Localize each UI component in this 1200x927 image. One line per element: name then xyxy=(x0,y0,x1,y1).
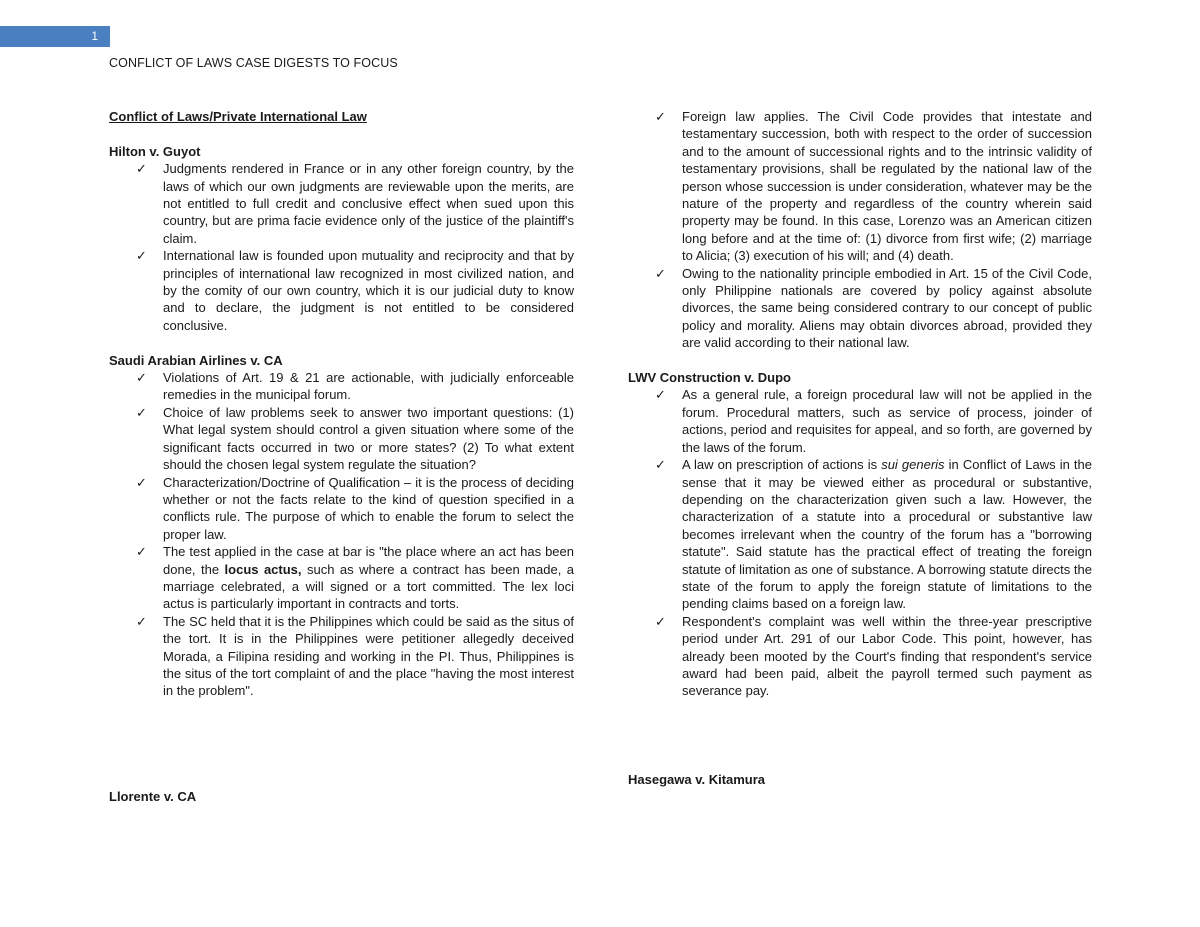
checkmark-icon: ✓ xyxy=(136,404,147,420)
list-item: ✓ The test applied in the case at bar is "the place where an act has been done, the locus actus, such as where a contract has been made, a marriage celebrated, a will signed or a tort committed. The lex loci actus is particularly important in contracts and torts. xyxy=(136,544,575,612)
case-title-hilton: Hilton v. Guyot xyxy=(109,143,201,159)
list-item: ✓ Characterization/Doctrine of Qualification – it is the process of deciding whether or not the facts relate to the kind of question specified in a conflicts rule. The purpose of which to enable the forum to select the proper law. xyxy=(136,474,574,542)
checkmark-icon: ✓ xyxy=(655,613,666,629)
case-title-hasegawa: Hasegawa v. Kitamura xyxy=(628,772,766,787)
checkmark-icon: ✓ xyxy=(136,544,147,560)
llorente-points xyxy=(628,108,1092,352)
list-item: ✓ Choice of law problems seek to answer two important questions: (1) What legal system should control a given situation where some of the significant facts occurred in two or more states? (2) To what extent should the chosen legal system regulate the situation? xyxy=(136,404,574,473)
page-number-tab xyxy=(0,26,110,47)
checkmark-icon: ✓ xyxy=(655,109,666,124)
case-title-lwv: LWV Construction v. Dupo xyxy=(628,370,791,386)
checkmark-icon: ✓ xyxy=(136,161,147,177)
saudi-points xyxy=(109,369,574,700)
checkmark-icon: ✓ xyxy=(136,474,147,490)
checkmark-icon: ✓ xyxy=(655,387,666,403)
list-item: ✓ International law is founded upon mutuality and reciprocity and that by principles of international law recognized in most civilized nation, and by the comity of our own country, which it is our judicial duty to know and to declare, the judgment is not entitled to be considered conclusive. xyxy=(136,248,574,333)
checkmark-icon: ✓ xyxy=(136,248,147,264)
locus-actus-term: locus actus, xyxy=(224,561,302,577)
case-title-saudi: Saudi Arabian Airlines v. CA xyxy=(109,352,283,368)
checkmark-icon: ✓ xyxy=(136,613,147,629)
list-item: ✓ As a general rule, a foreign procedural law will not be applied in the forum. Procedural matters, such as service of process, joinder of actions, period and requisites for appeal, and so forth, are governed by the laws of the forum. xyxy=(655,387,1092,455)
page-number: 1 xyxy=(91,29,98,43)
checkmark-icon: ✓ xyxy=(136,370,147,386)
list-item: ✓ Respondent's complaint was well within the three-year prescriptive period under Art. 291 of our Labor Code. This point, however, has already been mooted by the Court's finding that respondent's service award had been paid, albeit the payroll termed such payment as severance pay. xyxy=(655,613,1092,699)
lwv-points xyxy=(628,386,1092,699)
list-item: ✓ Owing to the nationality principle embodied in Art. 15 of the Civil Code, only Philippine nationals are covered by policy against absolute divorces, the same being considered contrary to our concept of public policy and morality. Aliens may obtain divorces abroad, provided they are valid according to their national law. xyxy=(655,265,1092,351)
hilton-points xyxy=(109,160,574,334)
case-title-llorente: Llorente v. CA xyxy=(109,789,197,804)
right-column xyxy=(628,108,1092,700)
checkmark-icon: ✓ xyxy=(655,457,666,473)
left-column xyxy=(109,108,574,700)
list-item: ✓ Judgments rendered in France or in any other foreign country, by the laws of which our own judgments are reviewable upon the merits, are not entitled to full credit and conclusive effect when sued upon this country, but are prima facie evidence only of the justice of the plaintiff's claim. xyxy=(136,161,574,246)
checkmark-icon: ✓ xyxy=(655,265,666,281)
section-title: Conflict of Laws/Private International Law xyxy=(109,109,367,124)
list-item: ✓ Foreign law applies. The Civil Code provides that intestate and testamentary succession, both with respect to the order of succession and to the amount of successional rights and to the intrinsic validity of testamentary provisions, shall be regulated by the national law of the person whose succession is under consideration, whatever may be the nature of the property and regardless of the country wherein said property may be found. In this case, Lorenzo was an American citizen long before and at the time of: (1) divorce from first wife; (2) marriage to Alicia; (3) execution of his will; and (4) death. xyxy=(655,109,1092,264)
list-item: ✓ Violations of Art. 19 & 21 are actionable, with judicially enforceable remedies in the municipal forum. xyxy=(136,370,574,403)
sui-generis-term: sui generis xyxy=(881,457,945,473)
list-item: ✓ The SC held that it is the Philippines which could be said as the situs of the tort. It is in the Philippines were petitioner allegedly deceived Morada, a Filipina residing and working in the PI. Thus, Philippines is the situs of the tort complaint of and the place "having the most interest in the problem". xyxy=(136,613,574,699)
document-header: CONFLICT OF LAWS CASE DIGESTS TO FOCUS xyxy=(109,56,398,70)
list-item: ✓ A law on prescription of actions is sui generis in Conflict of Laws in the sense that it may be viewed either as procedural or substantive, depending on the characterization given such a law. However, the characterization of a statute into a procedural or substantive law becomes irrelevant when the country of the forum has a "borrowing statute". Said statute has the practical effect of treating the foreign statute of limitation as one of substance. A borrowing statute directs the state of the forum to apply the foreign statute of limitations to the pending claims based on a foreign law. xyxy=(655,457,1092,612)
